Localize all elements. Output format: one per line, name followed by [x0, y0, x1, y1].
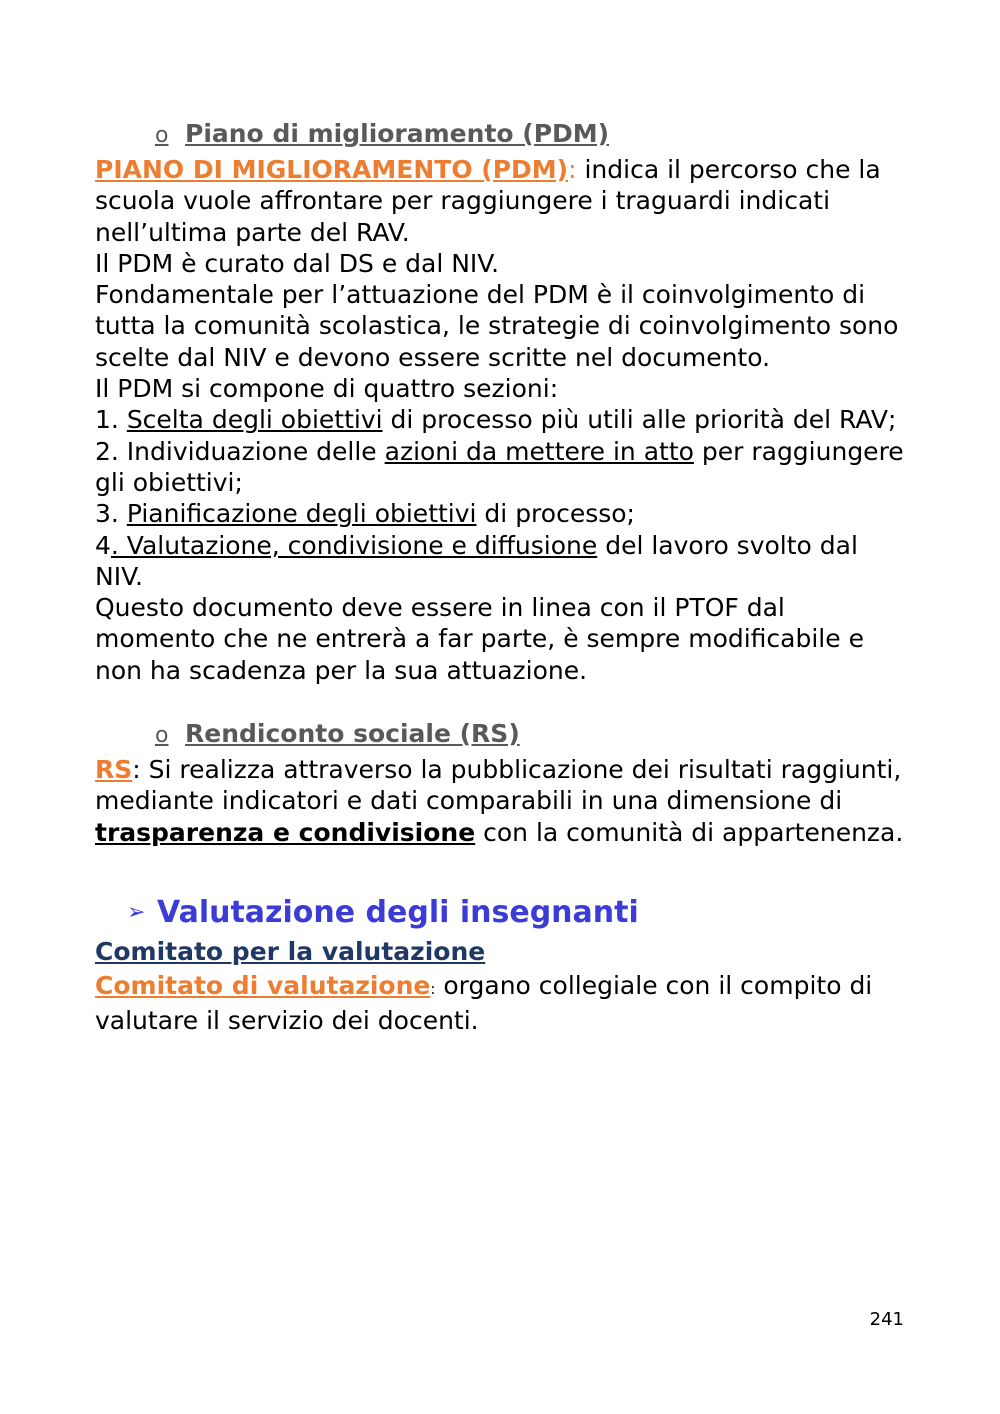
rs-key-phrase: trasparenza e condivisione: [95, 817, 476, 847]
section-3-rest: di processo;: [476, 499, 635, 529]
circle-bullet-icon: o: [155, 723, 169, 749]
pdm-heading: [155, 116, 910, 154]
section-3-key: Pianificazione degli obiettivi: [126, 499, 477, 529]
section-1-rest: di processo più utili alle priorità del RAV;: [382, 405, 897, 435]
section-1-key: Scelta degli obiettivi: [126, 405, 383, 435]
rs-term: RS: [95, 755, 133, 785]
rs-heading: [155, 716, 910, 754]
circle-bullet-icon: o: [155, 123, 169, 148]
section-4-key: . Valutazione, condivisione e diffusione: [110, 530, 598, 560]
comitato-text: organo collegiale con il compito di valutare il servizio dei docenti.: [95, 970, 873, 1036]
comitato-colon: :: [430, 979, 436, 998]
pdm-definition-text: indica il percorso che la scuola vuole affrontare per raggiungere i traguardi indicati nell’ultima parte del RAV.: [95, 155, 881, 247]
pdm-involvement: Fondamentale per l’attuazione del PDM è il coinvolgimento di tutta la comunità scolastica, le strategie di coinvolgimento sono scelte dal NIV e devono essere scritte nel documento.: [95, 280, 899, 372]
section-1-prefix: 1.: [95, 405, 127, 435]
spacer: [95, 848, 910, 894]
rs-text-after: con la comunità di appartenenza.: [475, 817, 904, 847]
pdm-ptof-note: Questo documento deve essere in linea con il PTOF dal momento che ne entrerà a far parte, è sempre modificabile e non ha scadenza per la sua attuazione.: [95, 593, 864, 685]
arrow-bullet-icon: ➢: [127, 899, 146, 925]
rs-text-before: : Si realizza attraverso la pubblicazione dei risultati raggiunti, mediante indicatori e dati comparabili in una dimensione di: [95, 755, 902, 816]
pdm-term-colon: :: [568, 155, 577, 184]
comitato-term: Comitato di valutazione: [95, 970, 431, 1000]
comitato-definition: [95, 970, 910, 1037]
rs-definition: [95, 754, 910, 848]
section-4-prefix: 4: [95, 530, 111, 560]
section-3-prefix: 3.: [95, 499, 127, 529]
comitato-subheading: Comitato per la valutazione: [95, 936, 486, 966]
pdm-sections-intro: Il PDM si compone di quattro sezioni:: [95, 374, 559, 404]
page-content: [95, 116, 910, 1037]
spacer: [95, 686, 910, 716]
page-number: 241: [869, 1309, 904, 1330]
section-2-key: azioni da mettere in atto: [384, 436, 694, 466]
pdm-section-3: [95, 498, 910, 529]
valutazione-heading-text: Valutazione degli insegnanti: [157, 894, 639, 930]
rs-heading-text: Rendiconto sociale (RS): [185, 719, 520, 749]
pdm-heading-text: Piano di miglioramento (PDM): [185, 119, 610, 148]
pdm-curated-by: Il PDM è curato dal DS e dal NIV.: [95, 248, 500, 278]
pdm-term: PIANO DI MIGLIORAMENTO (PDM): [95, 155, 569, 184]
pdm-definition: [95, 154, 910, 248]
pdm-section-2: [95, 436, 910, 499]
valutazione-heading: [127, 894, 910, 932]
pdm-section-1: [95, 404, 910, 435]
section-4-rest: del lavoro svolto dal NIV.: [95, 530, 858, 591]
pdm-section-4: [95, 530, 910, 593]
section-2-rest: per raggiungere gli obiettivi;: [95, 436, 904, 497]
section-2-prefix: 2. Individuazione delle: [95, 436, 385, 466]
